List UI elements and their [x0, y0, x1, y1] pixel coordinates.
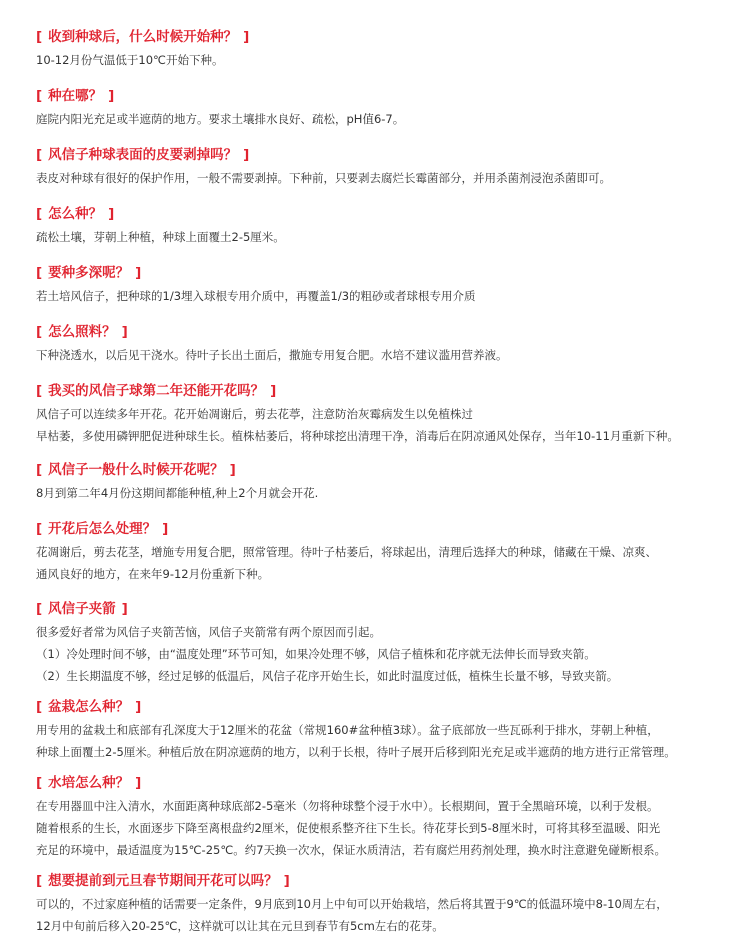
bracket-close: ] — [108, 206, 115, 222]
bracket-open: [ — [36, 383, 43, 399]
bracket-close: ] — [135, 265, 142, 281]
answer-line: 随着根系的生长，水面逐步下降至离根盘约2厘米，促使根系整齐往下生长。待花芽长到5-8厘米时，可将其移至温暖、阳光 — [36, 821, 661, 835]
question-text: 想要提前到元旦春节期间开花可以吗？ — [48, 873, 278, 889]
bracket-close: ] — [243, 147, 250, 163]
answer-line: 很多爱好者常为风信子夹箭苦恼，风信子夹箭常有两个原因而引起。 — [36, 625, 381, 639]
faq-answer — [36, 403, 736, 447]
question-text: 风信子夹箭 — [48, 601, 116, 617]
faq-question — [36, 263, 141, 283]
faq-question — [36, 204, 114, 224]
faq-question — [36, 599, 128, 619]
bracket-close: ] — [121, 324, 128, 340]
bracket-open: [ — [36, 699, 43, 715]
faq-answer — [36, 226, 736, 248]
faq-answer — [36, 285, 736, 307]
bracket-close: ] — [229, 462, 236, 478]
faq-answer — [36, 719, 736, 763]
faq-answer — [36, 167, 736, 189]
question-text: 开花后怎么处理？ — [48, 521, 157, 537]
answer-line: 疏松土壤，芽朝上种植，种球上面覆土2-5厘米。 — [36, 230, 285, 244]
answer-line: 若土培风信子，把种球的1/3埋入球根专用介质中，再覆盖1/3的粗砂或者球根专用介质 — [36, 289, 476, 303]
question-text: 水培怎么种？ — [48, 775, 130, 791]
faq-answer — [36, 49, 736, 71]
answer-line: 可以的，不过家庭种植的话需要一定条件，9月底到10月上中旬可以开始栽培，然后将其置于9℃的低温环境中8-10周左右， — [36, 897, 668, 911]
question-text: 要种多深呢？ — [48, 265, 130, 281]
faq-question — [36, 381, 276, 401]
answer-line: 庭院内阳光充足或半遮荫的地方。要求土壤排水良好、疏松，pH值6-7。 — [36, 112, 405, 126]
bracket-close: ] — [108, 88, 115, 104]
bracket-open: [ — [36, 462, 43, 478]
question-text: 风信子种球表面的皮要剥掉吗？ — [48, 147, 238, 163]
faq-answer — [36, 344, 736, 366]
faq-question — [36, 145, 249, 165]
faq-question — [36, 322, 128, 342]
bracket-open: [ — [36, 88, 43, 104]
faq-answer — [36, 482, 736, 504]
answer-line: 12月中旬前后移入20-25℃，这样就可以让其在元旦到春节有5cm左右的花芽。 — [36, 919, 444, 933]
faq-question — [36, 871, 290, 891]
bracket-close: ] — [135, 775, 142, 791]
answer-line: 8月到第二年4月份这期间都能种植,种上2个月就会开花. — [36, 486, 319, 500]
question-text: 怎么照料？ — [48, 324, 116, 340]
faq-question — [36, 86, 114, 106]
faq-answer — [36, 621, 736, 687]
bracket-open: [ — [36, 147, 43, 163]
answer-line: 通风良好的地方，在来年9-12月份重新下种。 — [36, 567, 270, 581]
faq-question — [36, 27, 249, 47]
bracket-open: [ — [36, 265, 43, 281]
faq-question — [36, 519, 168, 539]
bracket-open: [ — [36, 601, 43, 617]
bracket-open: [ — [36, 521, 43, 537]
answer-line: 表皮对种球有很好的保护作用，一般不需要剥掉。下种前，只要剥去腐烂长霉菌部分，并用杀菌剂浸泡杀菌即可。 — [36, 171, 611, 185]
answer-line: （2）生长期温度不够，经过足够的低温后，风信子花序开始生长，如此时温度过低，植株生长量不够，导致夹箭。 — [36, 669, 619, 683]
bracket-open: [ — [36, 324, 43, 340]
faq-question — [36, 697, 141, 717]
question-text: 种在哪？ — [48, 88, 103, 104]
bracket-close: ] — [135, 699, 142, 715]
bracket-close: ] — [243, 29, 250, 45]
question-text: 怎么种？ — [48, 206, 103, 222]
answer-line: （1）冷处理时间不够，由“温度处理”环节可知，如果冷处理不够，风信子植株和花序就无法伸长而导致夹箭。 — [36, 647, 596, 661]
bracket-close: ] — [283, 873, 290, 889]
faq-answer — [36, 541, 736, 585]
faq-answer — [36, 893, 736, 937]
answer-line: 种球上面覆土2-5厘米。种植后放在阴凉遮荫的地方，以利于长根，待叶子展开后移到阳光充足或半遮荫的地方进行正常管理。 — [36, 745, 676, 759]
question-text: 风信子一般什么时候开花呢？ — [48, 462, 224, 478]
faq-answer — [36, 108, 736, 130]
answer-line: 10-12月份气温低于10℃开始下种。 — [36, 53, 224, 67]
answer-line: 充足的环境中，最适温度为15℃-25℃。约7天换一次水，保证水质清洁，若有腐烂用药剂处理，换水时注意避免碰断根系。 — [36, 843, 667, 857]
answer-line: 风信子可以连续多年开花。花开始凋谢后，剪去花葶，注意防治灰霉病发生以免植株过 — [36, 407, 473, 421]
bracket-open: [ — [36, 29, 43, 45]
answer-line: 花凋谢后，剪去花茎，增施专用复合肥，照常管理。待叶子枯萎后，将球起出，清理后选择大的种球，储藏在干燥、凉爽、 — [36, 545, 657, 559]
bracket-open: [ — [36, 775, 43, 791]
bracket-open: [ — [36, 873, 43, 889]
answer-line: 下种浇透水，以后见干浇水。待叶子长出土面后，撒施专用复合肥。水培不建议滥用营养液。 — [36, 348, 508, 362]
faq-question — [36, 773, 141, 793]
answer-line: 用专用的盆栽土和底部有孔深度大于12厘米的花盆（常规160#盆种植3球）。盆子底部放一些瓦砾利于排水，芽朝上种植， — [36, 723, 659, 737]
bracket-open: [ — [36, 206, 43, 222]
question-text: 收到种球后，什么时候开始种？ — [48, 29, 238, 45]
answer-line: 早枯萎，多使用磷钾肥促进种球生长。植株枯萎后，将种球挖出清理干净，消毒后在阴凉通风处保存，当年10-11月重新下种。 — [36, 429, 679, 443]
question-text: 盆栽怎么种？ — [48, 699, 130, 715]
bracket-close: ] — [270, 383, 277, 399]
bracket-close: ] — [121, 601, 128, 617]
bracket-close: ] — [162, 521, 169, 537]
faq-answer — [36, 795, 736, 861]
answer-line: 在专用器皿中注入清水，水面距离种球底部2-5毫米（勿将种球整个浸于水中）。长根期间，置于全黑暗环境，以利于发根。 — [36, 799, 659, 813]
question-text: 我买的风信子球第二年还能开花吗？ — [48, 383, 265, 399]
faq-question — [36, 460, 236, 480]
